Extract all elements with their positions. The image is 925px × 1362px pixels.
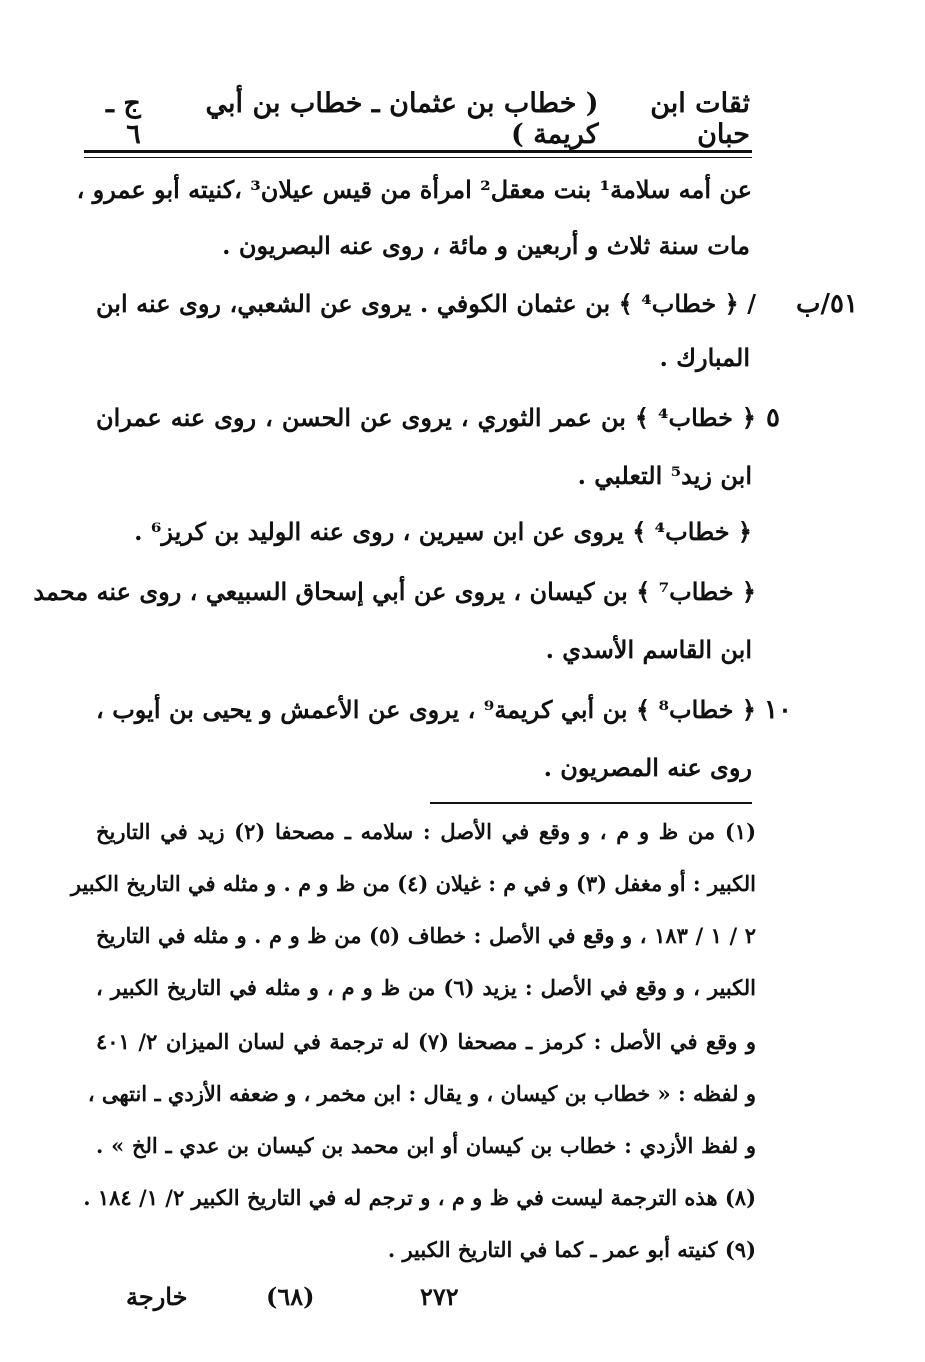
header-rule-thick bbox=[84, 150, 752, 153]
header-volume: ج ـ ٦ bbox=[106, 88, 141, 150]
body-line: ابن زيد⁵ التعلبي . bbox=[577, 461, 752, 490]
footer-label: خارجة bbox=[126, 1282, 188, 1311]
line-number-10: ١٠ bbox=[764, 695, 792, 725]
signature-mark: (٦٨) bbox=[266, 1282, 315, 1311]
body-line: ﴿ خطاب⁷ ﴾ بن كيسان ، يروى عن أبي إسحاق السبيعي ، روى عنه محمد bbox=[33, 577, 756, 606]
body-line: ﴿ خطاب⁴ ﴾ بن عمر الثوري ، يروى عن الحسن ، روى عنه عمران bbox=[96, 403, 756, 432]
body-line: ابن القاسم الأسدي . bbox=[545, 635, 752, 664]
line-number-5: ٥ bbox=[766, 403, 780, 433]
body-line: المبارك . bbox=[659, 343, 750, 372]
footnote-line: ٢ / ١ / ١٨٣ ، و وقع في الأصل : خطاف (٥) من ظ و م . و مثله في التاريخ bbox=[96, 923, 756, 948]
footnote-line: و وقع في الأصل : كرمز ـ مصحفا (٧) له ترجمة في لسان الميزان ٢/ ٤٠١ bbox=[96, 1029, 756, 1054]
body-line: روى عنه المصريون . bbox=[543, 753, 752, 782]
header-entry-range: ( خطاب بن عثمان ـ خطاب بن أبي كريمة ) bbox=[205, 88, 599, 150]
header-rule-thin bbox=[84, 157, 752, 158]
folio-marker: ٥١/ب bbox=[796, 289, 858, 319]
footnote-line: (١) من ظ و م ، و وقع في الأصل : سلامه ـ مصحفا (٢) زيد في التاريخ bbox=[96, 819, 756, 844]
body-line: عن أمه سلامة¹ بنت معقل² امرأة من قيس عيلان³ ،كنيته أبو عمرو ، bbox=[76, 175, 752, 204]
footnote-line: و لفظه : « خطاب بن كيسان ، و يقال : ابن مخمر ، و ضعفه الأزدي ـ انتهى ، bbox=[87, 1081, 756, 1106]
page-number: ٢٧٢ bbox=[420, 1282, 459, 1311]
header-book-title: ثقات ابن حبان bbox=[650, 88, 750, 150]
footnote-line: (٩) كنيته أبو عمر ـ كما في التاريخ الكبير . bbox=[387, 1237, 756, 1262]
footnote-separator bbox=[430, 802, 752, 804]
footnote-line: (٨) هذه الترجمة ليست في ظ و م ، و ترجم له في التاريخ الكبير ٢/ ١/ ١٨٤ . bbox=[83, 1185, 756, 1210]
footnote-line: الكبير : أو مغفل (٣) و في م : غيلان (٤) من ظ و م . و مثله في التاريخ الكبير bbox=[70, 871, 756, 896]
footnote-line: الكبير ، و وقع في الأصل : يزيد (٦) من ظ و م ، و مثله في التاريخ الكبير ، bbox=[96, 975, 756, 1000]
body-line: ﴿ خطاب⁴ ﴾ يروى عن ابن سيرين ، روى عنه الوليد بن كريز⁶ . bbox=[134, 517, 752, 546]
body-line: ﴿ خطاب⁸ ﴾ بن أبي كريمة⁹ ، يروى عن الأعمش و يحيى بن أيوب ، bbox=[96, 695, 756, 724]
body-line: / ﴿ خطاب⁴ ﴾ بن عثمان الكوفي . يروى عن الشعبي، روى عنه ابن bbox=[96, 289, 757, 318]
footnote-line: و لفظ الأزدي : خطاب بن كيسان أو ابن محمد بن كيسان بن عدي ـ الخ » . bbox=[96, 1133, 756, 1158]
body-line: مات سنة ثلاث و أربعين و مائة ، روى عنه البصريون . bbox=[222, 231, 750, 260]
running-header bbox=[86, 88, 750, 150]
